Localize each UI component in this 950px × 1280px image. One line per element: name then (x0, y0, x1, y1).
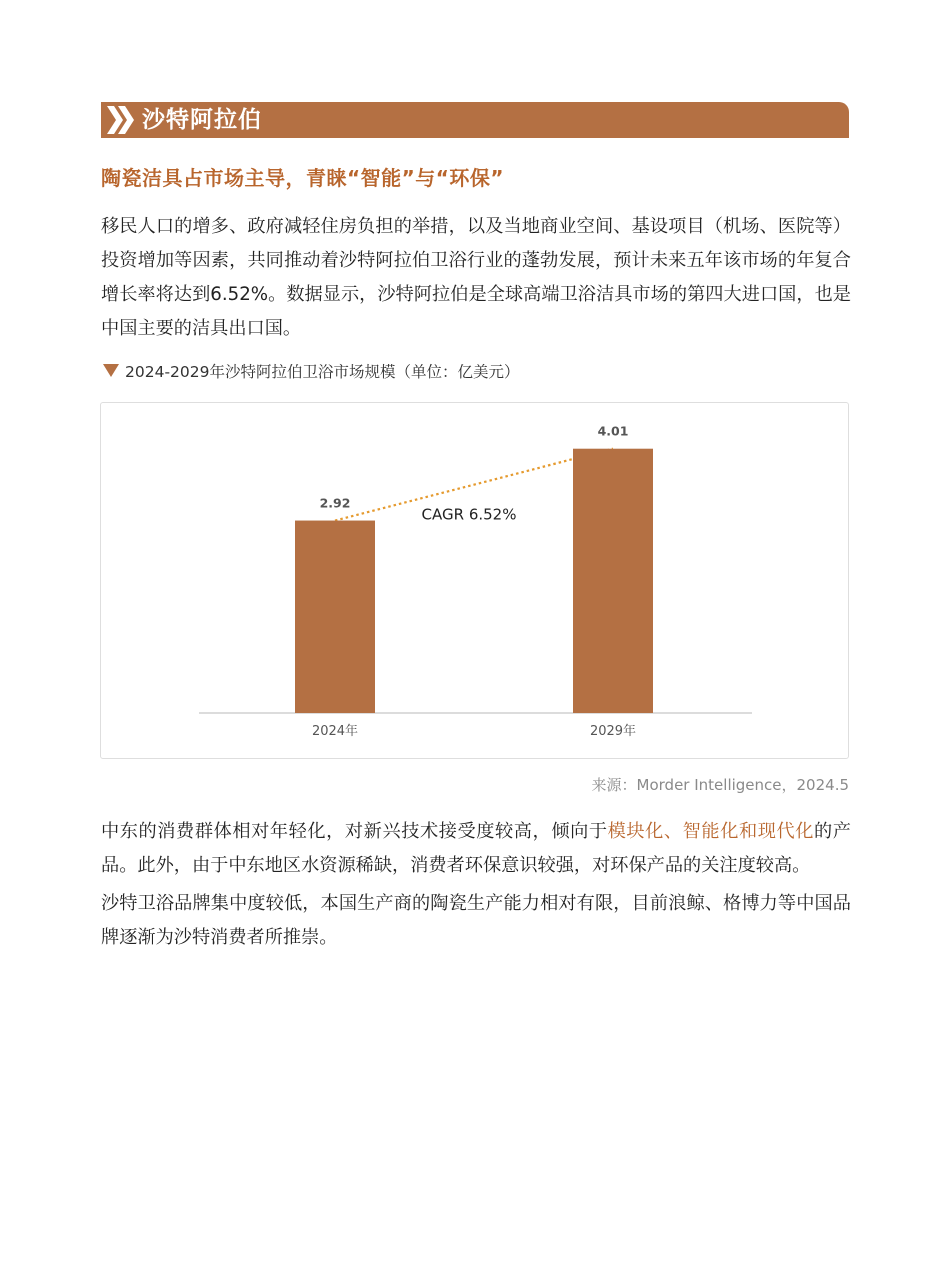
section-title: 沙特阿拉伯 (142, 107, 262, 133)
consumer-paragraph (101, 815, 851, 883)
caption-triangle-icon (103, 364, 119, 377)
bar-2029 (573, 449, 653, 713)
consumer-paragraph-text-start: 中东的消费群体相对年轻化，对新兴技术接受度较高，倾向于 (101, 821, 608, 842)
chart-caption (103, 361, 520, 383)
brand-paragraph: 沙特卫浴品牌集中度较低，本国生产商的陶瓷生产能力相对有限，目前浪鲸、格博力等中国品牌逐渐为沙特消费者所推崇。 (101, 893, 851, 948)
consumer-paragraph-text-end: 的产品。此外，由于中东地区水资源稀缺，消费者环保意识较强，对环保产品的关注度较高。 (101, 821, 851, 876)
bar-2024 (295, 521, 375, 713)
section-header-bar (101, 102, 849, 138)
bar-chart (101, 403, 848, 758)
chart-caption-text: 2024-2029年沙特阿拉伯卫浴市场规模（单位：亿美元） (125, 363, 520, 381)
intro-paragraph: 移民人口的增多、政府减轻住房负担的举措，以及当地商业空间、基设项目（机场、医院等）投资增加等因素，共同推动着沙特阿拉伯卫浴行业的蓬勃发展，预计未来五年该市场的年复合增长率将达到6.52%。数据显示，沙特阿拉伯是全球高端卫浴洁具市场的第四大进口国，也是中国主要的洁具出口国。 (101, 216, 851, 339)
cagr-annotation: CAGR 6.52% (421, 505, 517, 524)
value-label-2029: 4.01 (597, 423, 629, 439)
bar-chart-container (100, 402, 849, 759)
double-chevron-right-icon (105, 105, 135, 135)
source-note: 来源：Morder Intelligence，2024.5 (591, 776, 849, 794)
x-tick-label-2024: 2024年 (311, 724, 359, 739)
value-label-2024: 2.92 (319, 495, 351, 511)
x-tick-label-2029: 2029年 (589, 724, 637, 739)
article-subtitle: 陶瓷洁具占市场主导，青睐“智能”与“环保” (101, 166, 505, 190)
highlighted-keywords: 模块化、智能化和现代化 (607, 821, 815, 842)
